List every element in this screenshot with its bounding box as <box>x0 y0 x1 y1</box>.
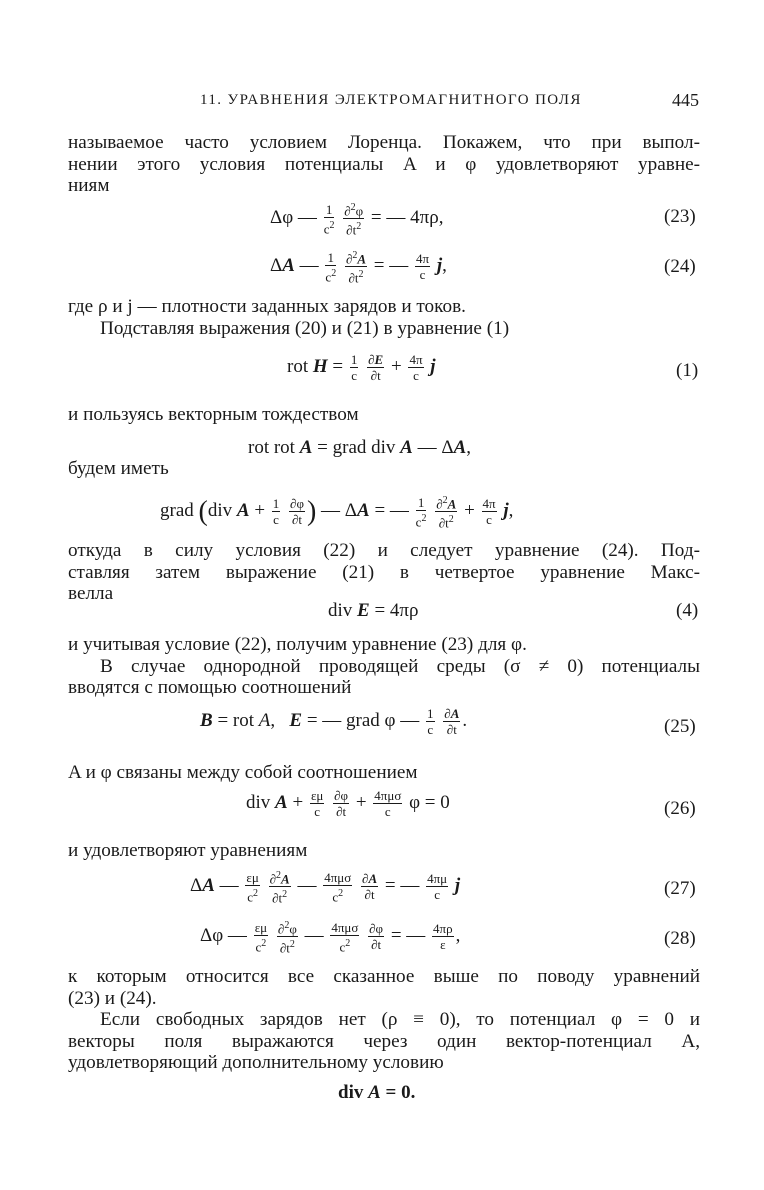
text-line: удовлетворяющий дополнительному условию <box>68 1052 444 1073</box>
paragraph-final <box>68 966 700 1074</box>
paragraph-densities <box>68 296 700 339</box>
equation-number: (24) <box>664 256 696 277</box>
equation-27: ΔA — $\frac{\varepsilon\mu}{c^2}$ $\frac{\partial^2A}{\partial t^2}$ — $\frac{\text{4πμσ}}{c^2}$ $\frac{\partial A}{\partial t}$ = — $\frac{4\pi\mu}{c}$ j <box>190 869 461 906</box>
equation-23: Δφ — $\frac{1}{c^2}$ $\frac{\partial^2\varphi}{\partial t^2}$ = — 4πρ, <box>270 201 444 238</box>
text-line: где ρ и j — плотности заданных зарядов и токов. <box>68 296 466 317</box>
equation-number: (1) <box>676 360 699 381</box>
equation-vector-identity: rot rot A = grad div A — ΔA, <box>248 437 472 458</box>
equation-25: B = rot A, E = — grad φ — $\frac{1}{c}$ $\frac{\partial A}{\partial t}$ . <box>200 706 468 737</box>
text-line: Подставляя выражения (20) и (21) в уравнение (1) <box>100 317 510 339</box>
equation-1: rot H = $\frac{1}{c}$ $\frac{\partial E}{\partial t}$ + $\frac{4\pi}{c}$ j <box>287 352 436 383</box>
paragraph-identity <box>68 404 700 426</box>
text-line: вводятся с помощью соотношений <box>68 677 352 698</box>
text-line: называемое часто условием Лоренца. Покажем, что при выпол- <box>68 132 700 153</box>
text-line: Если свободных зарядов нет (ρ ≡ 0), то потенциал φ = 0 и <box>100 1009 700 1030</box>
text-line: ставляя затем выражение (21) в четвертое уравнение Макс- <box>68 561 700 583</box>
paragraph-satisfy <box>68 840 700 862</box>
equation-26: div A + $\frac{\varepsilon\mu}{c}$ $\frac{\partial\varphi}{\partial t}$ + $\frac{\text{4πμσ}}{c}$ φ = 0 <box>246 788 450 819</box>
paragraph-related <box>68 762 700 784</box>
text-line: (23) и (24). <box>68 987 157 1009</box>
text-line: и пользуясь векторным тождеством <box>68 404 359 425</box>
paragraph-conducting <box>68 634 700 699</box>
equation-number: (23) <box>664 206 696 227</box>
equation-number: (26) <box>664 798 696 819</box>
equation-24: ΔA — $\frac{1}{c^2}$ $\frac{\partial^2A}{\partial t^2}$ = — $\frac{4\pi}{c}$ j, <box>270 249 447 286</box>
paragraph-lorentz <box>68 132 700 197</box>
equation-number: (27) <box>664 878 696 899</box>
text-line: откуда в силу условия (22) и следует уравнение (24). Под- <box>68 540 700 561</box>
text-line: и учитывая условие (22), получим уравнение (23) для φ. <box>68 634 527 655</box>
text-line: векторы поля выражаются через один вектор-потенциал A, <box>68 1030 700 1052</box>
text-line: В случае однородной проводящей среды (σ ≠ 0) потенциалы <box>100 655 700 677</box>
text-line: A и φ связаны между собой соотношением <box>68 762 418 783</box>
text-line: к которым относится все сказанное выше по поводу уравнений <box>68 966 700 987</box>
equation-4: div E = 4πρ <box>328 600 419 621</box>
text-line: велла <box>68 583 114 604</box>
equation-28: Δφ — $\frac{\varepsilon\mu}{c^2}$ $\frac{\partial^2\varphi}{\partial t^2}$ — $\frac{\text{4πμσ}}{c^2}$ $\frac{\partial\varphi}{\partial t}$ = — $\frac{4\pi\rho}{\varepsilon}$ , <box>200 919 461 956</box>
equation-div-a-zero: div A = 0. <box>338 1082 416 1103</box>
equation-number: (28) <box>664 928 696 949</box>
text-line: и удовлетворяют уравнениям <box>68 840 308 861</box>
running-title: 11. УРАВНЕНИЯ ЭЛЕКТРОМАГНИТНОГО ПОЛЯ <box>200 92 582 108</box>
equation-number: (4) <box>676 600 699 621</box>
equation-number: (25) <box>664 716 696 737</box>
text-line: ниям <box>68 175 110 196</box>
equation-grad-div: grad (div A + $\frac{1}{c}$ $\frac{\partial\varphi}{\partial t}$ ) — ΔA = — $\frac{1}{c^2}$ $\frac{\partial^2A}{\partial t^2}$ + $\frac{4\pi}{c}$ j, <box>160 494 514 531</box>
text-line: нении этого условия потенциалы A и φ удовлетворяют уравне- <box>68 153 700 175</box>
text-line: будем иметь <box>68 458 169 479</box>
paragraph-whence <box>68 540 700 605</box>
page-number: 445 <box>672 90 699 110</box>
paragraph-will-have <box>68 458 700 480</box>
